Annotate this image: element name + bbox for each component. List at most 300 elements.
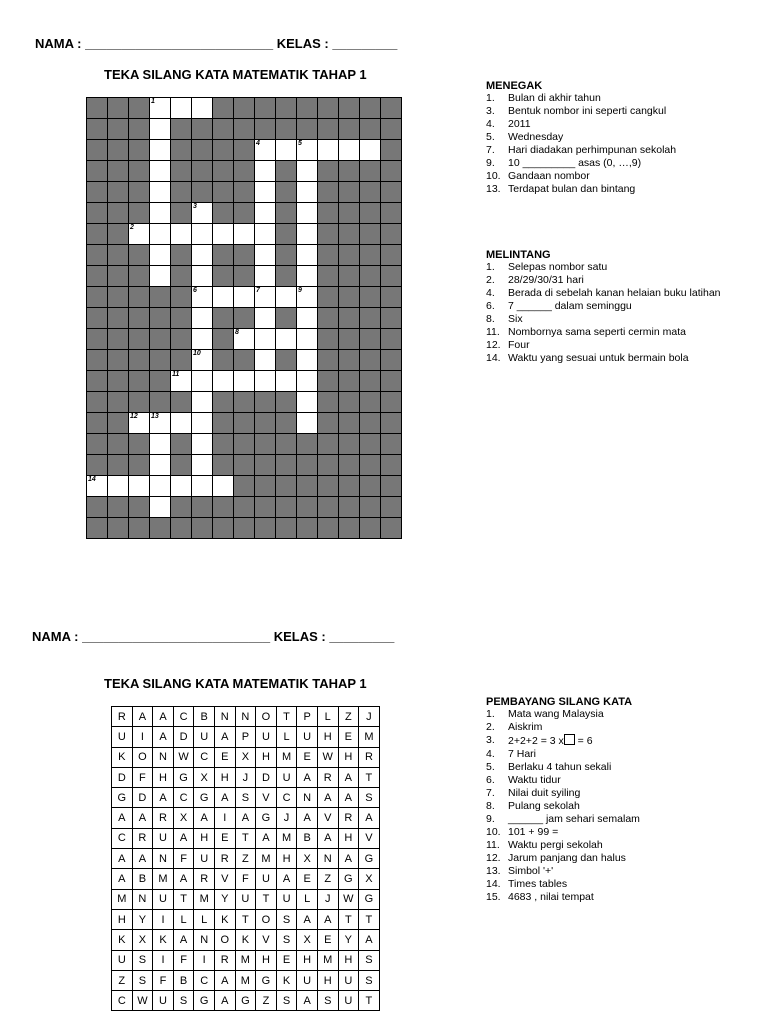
wordsearch-letter[interactable]: A <box>133 808 154 828</box>
crossword-cell[interactable] <box>150 140 171 161</box>
wordsearch-letter[interactable]: U <box>339 991 360 1011</box>
wordsearch-letter[interactable]: W <box>318 748 339 768</box>
wordsearch-letter[interactable]: G <box>194 788 215 808</box>
crossword-cell[interactable] <box>192 392 213 413</box>
crossword-cell[interactable] <box>297 329 318 350</box>
crossword-cell[interactable] <box>297 266 318 287</box>
wordsearch-letter[interactable]: X <box>297 849 318 869</box>
crossword-cell[interactable] <box>150 182 171 203</box>
wordsearch-letter[interactable]: T <box>256 890 277 910</box>
wordsearch-letter[interactable]: U <box>153 890 174 910</box>
crossword-cell[interactable] <box>150 413 171 434</box>
wordsearch-letter[interactable]: H <box>277 849 298 869</box>
crossword-cell[interactable] <box>129 476 150 497</box>
crossword-cell[interactable] <box>192 371 213 392</box>
wordsearch-letter[interactable]: U <box>256 869 277 889</box>
crossword-cell[interactable] <box>276 329 297 350</box>
crossword-cell[interactable] <box>297 308 318 329</box>
wordsearch-letter[interactable]: M <box>112 890 133 910</box>
wordsearch-letter[interactable]: A <box>297 910 318 930</box>
crossword-cell[interactable] <box>297 161 318 182</box>
wordsearch-letter[interactable]: T <box>339 910 360 930</box>
wordsearch-letter[interactable]: A <box>153 707 174 727</box>
wordsearch-letter[interactable]: C <box>112 991 133 1011</box>
crossword-cell[interactable] <box>339 140 360 161</box>
crossword-block <box>171 350 192 371</box>
wordsearch-letter[interactable]: U <box>277 768 298 788</box>
wordsearch-letter[interactable]: A <box>318 788 339 808</box>
wordsearch-letter[interactable]: Z <box>339 707 360 727</box>
wordsearch-letter[interactable]: S <box>277 991 298 1011</box>
wordsearch-letter[interactable]: A <box>215 971 236 991</box>
crossword-block <box>297 98 318 119</box>
crossword-cell[interactable] <box>150 455 171 476</box>
wordsearch-letter[interactable]: C <box>112 829 133 849</box>
crossword-cell[interactable] <box>150 98 171 119</box>
wordsearch-letter[interactable]: X <box>133 930 154 950</box>
wordsearch-letter[interactable]: H <box>153 768 174 788</box>
wordsearch-letter[interactable]: H <box>297 951 318 971</box>
wordsearch-letter[interactable]: B <box>174 971 195 991</box>
wordsearch-letter[interactable]: A <box>112 849 133 869</box>
wordsearch-letter[interactable]: J <box>318 890 339 910</box>
wordsearch-letter[interactable]: E <box>215 748 236 768</box>
crossword-cell[interactable] <box>318 140 339 161</box>
wordsearch-letter[interactable]: C <box>174 707 195 727</box>
crossword-cell[interactable] <box>213 371 234 392</box>
wordsearch-letter[interactable]: Z <box>256 991 277 1011</box>
wordsearch-letter[interactable]: D <box>256 768 277 788</box>
wordsearch-letter[interactable]: H <box>256 748 277 768</box>
crossword-cell[interactable] <box>297 413 318 434</box>
crossword-block <box>339 518 360 539</box>
crossword-cell[interactable] <box>255 161 276 182</box>
wordsearch-letter[interactable]: U <box>297 727 318 747</box>
wordsearch-letter[interactable]: H <box>256 951 277 971</box>
wordsearch-letter[interactable]: J <box>359 707 380 727</box>
crossword-cell[interactable] <box>255 224 276 245</box>
wordsearch-letter[interactable]: T <box>277 707 298 727</box>
wordsearch-letter[interactable]: A <box>153 788 174 808</box>
wordsearch-letter[interactable]: I <box>153 951 174 971</box>
wordsearch-letter[interactable]: A <box>174 930 195 950</box>
wordsearch-letter[interactable]: J <box>277 808 298 828</box>
wordsearch-letter[interactable]: S <box>277 910 298 930</box>
wordsearch-letter[interactable]: A <box>215 788 236 808</box>
wordsearch-letter[interactable]: M <box>359 727 380 747</box>
crossword-cell[interactable] <box>297 182 318 203</box>
wordsearch-letter[interactable]: G <box>174 768 195 788</box>
wordsearch-letter[interactable]: P <box>297 707 318 727</box>
wordsearch-letter[interactable]: R <box>215 849 236 869</box>
crossword-cell[interactable] <box>150 476 171 497</box>
wordsearch-letter[interactable]: B <box>194 707 215 727</box>
wordsearch-letter[interactable]: S <box>174 991 195 1011</box>
wordsearch-letter[interactable]: F <box>174 849 195 869</box>
crossword-cell[interactable] <box>255 266 276 287</box>
wordsearch-letter[interactable]: N <box>236 707 257 727</box>
wordsearch-letter[interactable]: A <box>133 849 154 869</box>
wordsearch-letter[interactable]: L <box>318 707 339 727</box>
crossword-block <box>318 413 339 434</box>
crossword-cell[interactable] <box>255 350 276 371</box>
wordsearch-letter[interactable]: G <box>256 971 277 991</box>
wordsearch-letter[interactable]: S <box>133 971 154 991</box>
wordsearch-letter[interactable]: R <box>215 951 236 971</box>
wordsearch-letter[interactable]: Z <box>112 971 133 991</box>
wordsearch-letter[interactable]: C <box>277 788 298 808</box>
wordsearch-letter[interactable]: P <box>236 727 257 747</box>
wordsearch-letter[interactable]: A <box>153 727 174 747</box>
wordsearch-letter[interactable]: A <box>318 829 339 849</box>
wordsearch-letter[interactable]: A <box>297 768 318 788</box>
crossword-cell[interactable] <box>171 413 192 434</box>
crossword-block <box>360 287 381 308</box>
crossword-cell[interactable] <box>297 350 318 371</box>
wordsearch-letter[interactable]: E <box>277 951 298 971</box>
wordsearch-letter[interactable]: A <box>112 869 133 889</box>
crossword-block <box>129 245 150 266</box>
kelas-line[interactable]: _________ <box>329 629 395 644</box>
crossword-cell[interactable] <box>297 224 318 245</box>
crossword-block <box>171 518 192 539</box>
crossword-block <box>381 203 402 224</box>
wordsearch-letter[interactable]: C <box>194 748 215 768</box>
wordsearch-letter[interactable]: R <box>112 707 133 727</box>
crossword-cell[interactable] <box>192 476 213 497</box>
crossword-cell[interactable] <box>360 140 381 161</box>
wordsearch-letter[interactable]: H <box>339 829 360 849</box>
wordsearch-letter[interactable]: N <box>194 930 215 950</box>
wordsearch-letter[interactable]: I <box>133 727 154 747</box>
wordsearch-letter[interactable]: X <box>194 768 215 788</box>
wordsearch-letter[interactable]: W <box>339 890 360 910</box>
wordsearch-letter[interactable]: G <box>359 849 380 869</box>
wordsearch-letter[interactable]: A <box>339 768 360 788</box>
wordsearch-letter[interactable]: S <box>318 991 339 1011</box>
wordsearch-letter[interactable]: A <box>359 808 380 828</box>
wordsearch-letter[interactable]: E <box>297 748 318 768</box>
clue-number: 5 <box>298 140 302 147</box>
crossword-cell[interactable] <box>87 476 108 497</box>
wordsearch-letter[interactable]: F <box>174 951 195 971</box>
wordsearch-letter[interactable]: A <box>256 829 277 849</box>
crossword-cell[interactable] <box>192 413 213 434</box>
wordsearch-letter[interactable]: M <box>236 971 257 991</box>
crossword-cell[interactable] <box>192 245 213 266</box>
crossword-cell[interactable] <box>192 350 213 371</box>
crossword-cell[interactable] <box>297 140 318 161</box>
nama-line[interactable]: __________________________ <box>82 629 271 644</box>
nama-line[interactable]: __________________________ <box>85 36 274 51</box>
wordsearch-letter[interactable]: T <box>359 910 380 930</box>
wordsearch-letter[interactable]: Y <box>215 890 236 910</box>
wordsearch-letter[interactable]: A <box>297 991 318 1011</box>
crossword-cell[interactable] <box>171 476 192 497</box>
clue-item <box>486 826 756 839</box>
crossword-cell[interactable] <box>234 329 255 350</box>
wordsearch-letter[interactable]: M <box>277 748 298 768</box>
crossword-cell[interactable] <box>255 140 276 161</box>
crossword-cell[interactable] <box>297 203 318 224</box>
wordsearch-letter[interactable]: E <box>339 727 360 747</box>
wordsearch-letter[interactable]: M <box>256 849 277 869</box>
wordsearch-letter[interactable]: I <box>194 951 215 971</box>
wordsearch-letter[interactable]: A <box>339 788 360 808</box>
wordsearch-letter[interactable]: S <box>359 951 380 971</box>
wordsearch-letter[interactable]: V <box>359 829 380 849</box>
wordsearch-letter[interactable]: B <box>133 869 154 889</box>
wordsearch-letter[interactable]: T <box>359 991 380 1011</box>
wordsearch-letter[interactable]: R <box>318 768 339 788</box>
crossword-cell[interactable] <box>234 371 255 392</box>
wordsearch-letter[interactable]: U <box>236 890 257 910</box>
crossword-cell[interactable] <box>276 371 297 392</box>
wordsearch-letter[interactable]: S <box>236 788 257 808</box>
crossword-cell[interactable] <box>255 308 276 329</box>
wordsearch-letter[interactable]: U <box>153 829 174 849</box>
wordsearch-letter[interactable]: I <box>215 808 236 828</box>
crossword-cell[interactable] <box>255 287 276 308</box>
crossword-cell[interactable] <box>192 434 213 455</box>
wordsearch-letter[interactable]: A <box>297 808 318 828</box>
wordsearch-letter[interactable]: K <box>112 930 133 950</box>
crossword-cell[interactable] <box>213 476 234 497</box>
crossword-cell[interactable] <box>129 413 150 434</box>
wordsearch-letter[interactable]: H <box>318 971 339 991</box>
wordsearch-letter[interactable]: L <box>174 910 195 930</box>
crossword-block <box>213 413 234 434</box>
wordsearch-letter[interactable]: M <box>153 869 174 889</box>
crossword-cell[interactable] <box>213 287 234 308</box>
crossword-cell[interactable] <box>192 287 213 308</box>
wordsearch-letter[interactable]: I <box>153 910 174 930</box>
wordsearch-letter[interactable]: M <box>194 890 215 910</box>
crossword-cell[interactable] <box>255 203 276 224</box>
wordsearch-letter[interactable]: A <box>339 849 360 869</box>
wordsearch-letter[interactable]: G <box>359 890 380 910</box>
wordsearch-letter[interactable]: M <box>236 951 257 971</box>
wordsearch-letter[interactable]: X <box>236 748 257 768</box>
crossword-cell[interactable] <box>297 371 318 392</box>
wordsearch-letter[interactable]: U <box>256 727 277 747</box>
crossword-cell[interactable] <box>150 497 171 518</box>
wordsearch-letter[interactable]: X <box>297 930 318 950</box>
wordsearch-letter[interactable]: R <box>133 829 154 849</box>
wordsearch-letter[interactable]: N <box>215 707 236 727</box>
crossword-cell[interactable] <box>234 287 255 308</box>
crossword-block <box>339 497 360 518</box>
crossword-cell[interactable] <box>150 224 171 245</box>
crossword-cell[interactable] <box>192 266 213 287</box>
crossword-cell[interactable] <box>255 182 276 203</box>
wordsearch-letter[interactable]: U <box>112 727 133 747</box>
wordsearch-letter[interactable]: N <box>133 890 154 910</box>
crossword-cell[interactable] <box>234 224 255 245</box>
wordsearch-letter[interactable]: A <box>318 910 339 930</box>
wordsearch-letter[interactable]: A <box>277 869 298 889</box>
wordsearch-letter[interactable]: R <box>339 808 360 828</box>
menegak-section <box>486 80 756 196</box>
wordsearch-letter[interactable]: T <box>236 829 257 849</box>
wordsearch-letter[interactable]: W <box>174 748 195 768</box>
crossword-cell[interactable] <box>150 203 171 224</box>
wordsearch-letter[interactable]: E <box>215 829 236 849</box>
wordsearch-letter[interactable]: K <box>112 748 133 768</box>
wordsearch-letter[interactable]: A <box>359 930 380 950</box>
wordsearch-letter[interactable]: S <box>133 951 154 971</box>
wordsearch-letter[interactable]: E <box>297 869 318 889</box>
wordsearch-letter[interactable]: S <box>359 971 380 991</box>
crossword-cell[interactable] <box>297 287 318 308</box>
crossword-block <box>339 371 360 392</box>
wordsearch-letter[interactable]: B <box>297 829 318 849</box>
wordsearch-letter[interactable]: Y <box>133 910 154 930</box>
wordsearch-letter[interactable]: L <box>277 727 298 747</box>
wordsearch-letter[interactable]: U <box>194 727 215 747</box>
wordsearch-letter[interactable]: A <box>194 808 215 828</box>
wordsearch-letter[interactable]: E <box>318 930 339 950</box>
crossword-cell[interactable] <box>129 224 150 245</box>
crossword-block <box>129 497 150 518</box>
crossword-cell[interactable] <box>192 224 213 245</box>
wordsearch-letter[interactable]: T <box>174 890 195 910</box>
wordsearch-letter[interactable]: A <box>133 707 154 727</box>
wordsearch-letter[interactable]: J <box>236 768 257 788</box>
crossword-cell[interactable] <box>255 329 276 350</box>
crossword-cell[interactable] <box>192 308 213 329</box>
crossword-cell[interactable] <box>276 140 297 161</box>
wordsearch-letter[interactable]: H <box>339 951 360 971</box>
crossword-cell[interactable] <box>297 392 318 413</box>
crossword-cell[interactable] <box>297 245 318 266</box>
wordsearch-letter[interactable]: V <box>256 930 277 950</box>
wordsearch-letter[interactable]: O <box>133 748 154 768</box>
wordsearch-letter[interactable]: U <box>277 890 298 910</box>
wordsearch-letter[interactable]: G <box>236 991 257 1011</box>
wordsearch-letter[interactable]: F <box>153 971 174 991</box>
wordsearch-letter[interactable]: D <box>112 768 133 788</box>
crossword-cell[interactable] <box>171 371 192 392</box>
crossword-block <box>213 350 234 371</box>
wordsearch-letter[interactable]: W <box>133 991 154 1011</box>
crossword-cell[interactable] <box>192 203 213 224</box>
wordsearch-letter[interactable]: R <box>359 748 380 768</box>
wordsearch-letter[interactable]: O <box>256 707 277 727</box>
crossword-cell[interactable] <box>192 98 213 119</box>
wordsearch-letter[interactable]: H <box>112 910 133 930</box>
wordsearch-letter[interactable]: U <box>339 971 360 991</box>
crossword-cell[interactable] <box>171 224 192 245</box>
wordsearch-letter[interactable]: H <box>339 748 360 768</box>
wordsearch-letter[interactable]: A <box>174 829 195 849</box>
crossword-cell[interactable] <box>213 224 234 245</box>
crossword-block <box>318 161 339 182</box>
wordsearch-letter[interactable]: M <box>277 829 298 849</box>
wordsearch-letter[interactable]: Z <box>318 869 339 889</box>
wordsearch-letter[interactable]: O <box>215 930 236 950</box>
crossword-cell[interactable] <box>150 119 171 140</box>
wordsearch-letter[interactable]: Z <box>236 849 257 869</box>
wordsearch-letter[interactable]: D <box>174 727 195 747</box>
crossword-cell[interactable] <box>192 329 213 350</box>
crossword-cell[interactable] <box>108 476 129 497</box>
wordsearch-letter[interactable]: K <box>277 971 298 991</box>
wordsearch-letter[interactable]: Y <box>339 930 360 950</box>
wordsearch-letter[interactable]: G <box>194 991 215 1011</box>
wordsearch-letter[interactable]: H <box>318 727 339 747</box>
crossword-cell[interactable] <box>150 434 171 455</box>
wordsearch-letter[interactable]: U <box>112 951 133 971</box>
wordsearch-letter[interactable]: S <box>277 930 298 950</box>
wordsearch-letter[interactable]: N <box>153 748 174 768</box>
wordsearch-letter[interactable]: R <box>194 869 215 889</box>
wordsearch-letter[interactable]: A <box>112 808 133 828</box>
wordsearch-letter[interactable]: H <box>194 829 215 849</box>
wordsearch-letter[interactable]: G <box>112 788 133 808</box>
crossword-block <box>213 119 234 140</box>
wordsearch-letter[interactable]: N <box>153 849 174 869</box>
wordsearch-letter[interactable]: R <box>153 808 174 828</box>
crossword-cell[interactable] <box>255 245 276 266</box>
wordsearch-letter[interactable]: D <box>133 788 154 808</box>
crossword-block <box>360 413 381 434</box>
wordsearch-letter[interactable]: A <box>174 869 195 889</box>
wordsearch-letter[interactable]: F <box>236 869 257 889</box>
wordsearch-letter[interactable]: A <box>215 727 236 747</box>
wordsearch-letter[interactable]: S <box>359 788 380 808</box>
wordsearch-letter[interactable]: T <box>359 768 380 788</box>
wordsearch-letter[interactable]: T <box>236 910 257 930</box>
wordsearch-letter[interactable]: V <box>256 788 277 808</box>
wordsearch-letter[interactable]: N <box>297 788 318 808</box>
wordsearch-letter[interactable]: L <box>194 910 215 930</box>
wordsearch-letter[interactable]: A <box>215 991 236 1011</box>
wordsearch-letter[interactable]: U <box>297 971 318 991</box>
wordsearch-letter[interactable]: X <box>174 808 195 828</box>
wordsearch-letter[interactable]: C <box>194 971 215 991</box>
crossword-cell[interactable] <box>150 161 171 182</box>
crossword-cell[interactable] <box>192 455 213 476</box>
wordsearch-letter[interactable]: V <box>215 869 236 889</box>
wordsearch-letter[interactable]: O <box>256 910 277 930</box>
crossword-cell[interactable] <box>150 266 171 287</box>
wordsearch-letter[interactable]: C <box>174 788 195 808</box>
crossword-cell[interactable] <box>255 371 276 392</box>
crossword-cell[interactable] <box>150 245 171 266</box>
crossword-block <box>171 245 192 266</box>
wordsearch-letter[interactable]: N <box>318 849 339 869</box>
wordsearch-letter[interactable]: U <box>194 849 215 869</box>
wordsearch-letter[interactable]: L <box>297 890 318 910</box>
wordsearch-letter[interactable]: K <box>153 930 174 950</box>
wordsearch-letter[interactable]: U <box>153 991 174 1011</box>
wordsearch-letter[interactable]: X <box>359 869 380 889</box>
wordsearch-letter[interactable]: K <box>215 910 236 930</box>
wordsearch-letter[interactable]: M <box>318 951 339 971</box>
wordsearch-letter[interactable]: G <box>256 808 277 828</box>
kelas-line[interactable]: _________ <box>332 36 398 51</box>
wordsearch-letter[interactable]: H <box>215 768 236 788</box>
wordsearch-letter[interactable]: F <box>133 768 154 788</box>
wordsearch-letter[interactable]: A <box>236 808 257 828</box>
crossword-cell[interactable] <box>276 287 297 308</box>
wordsearch-letter[interactable]: V <box>318 808 339 828</box>
wordsearch-letter[interactable]: K <box>236 930 257 950</box>
crossword-cell[interactable] <box>171 98 192 119</box>
wordsearch-letter[interactable]: G <box>339 869 360 889</box>
crossword-block <box>255 392 276 413</box>
